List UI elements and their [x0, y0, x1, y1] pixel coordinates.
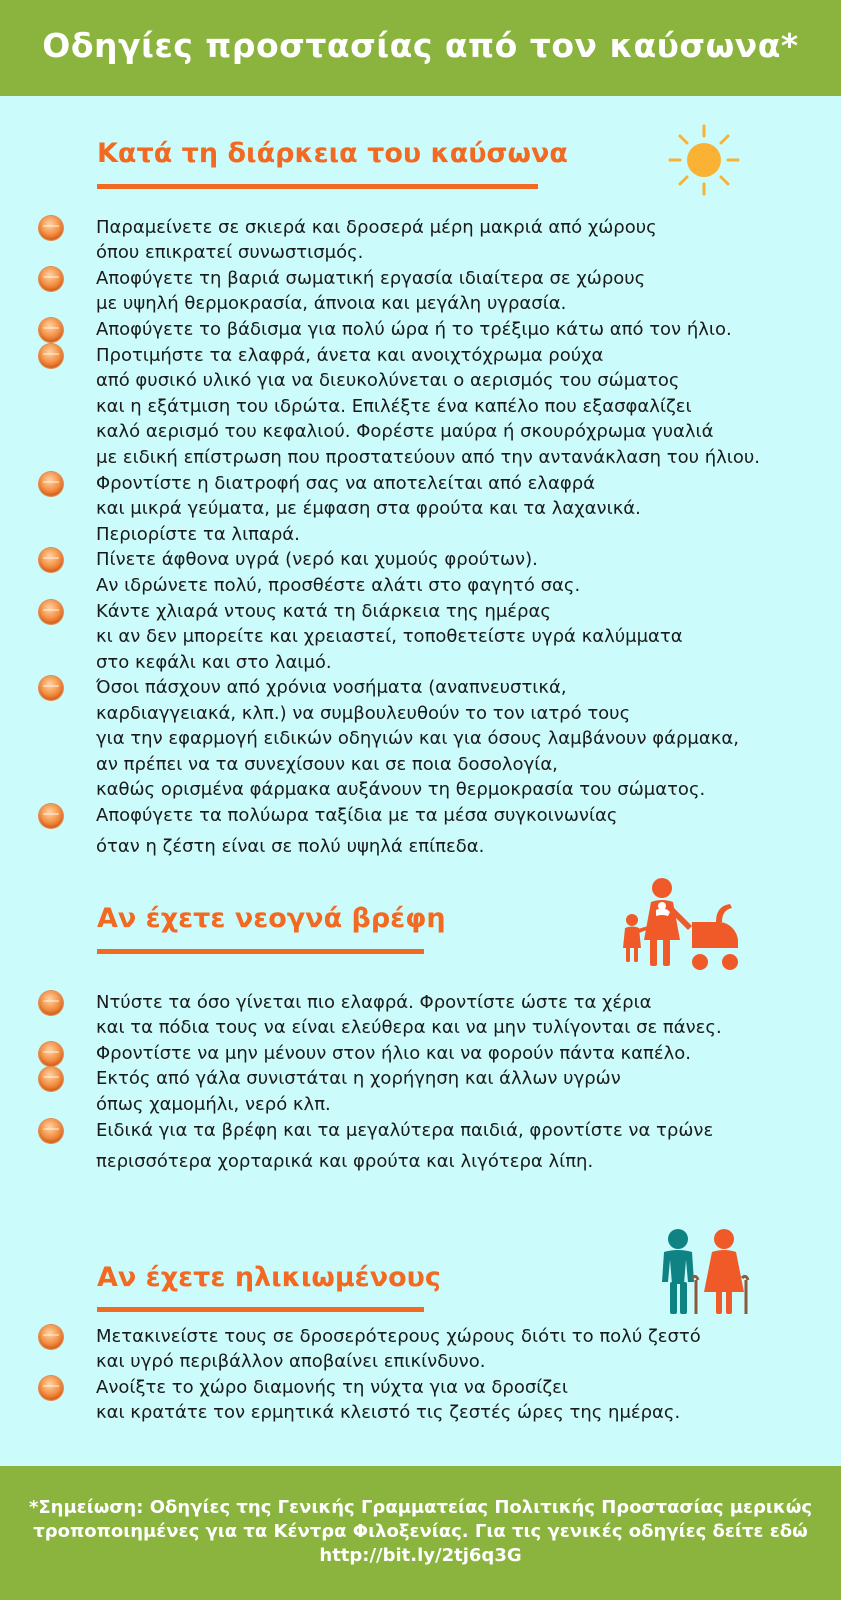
instruction-line: Αν ιδρώνετε πολύ, προσθέστε αλάτι στο φαγητό σας. — [96, 575, 581, 596]
section-title-elderly: Αν έχετε ηλικιωμένους — [97, 1262, 441, 1293]
bullet-icon — [39, 1325, 63, 1349]
instruction-line: και κρατάτε τον ερμητικά κλειστό τις ζεστές ώρες της ημέρας. — [96, 1402, 681, 1423]
bullet-icon — [39, 1042, 63, 1066]
instruction-line: όπως χαμομήλι, νερό κλπ. — [96, 1094, 331, 1115]
instruction-line: για την εφαρμογή ειδικών οδηγιών και για όσους λαμβάνουν φάρμακα, — [96, 728, 739, 749]
instruction-line: περισσότερα χορταρικά και φρούτα και λιγότερα λίπη. — [96, 1151, 594, 1172]
instruction-line: Παραμείνετε σε σκιερά και δροσερά μέρη μακριά από χώρους — [96, 217, 657, 238]
mother-with-stroller-icon — [618, 876, 740, 974]
instruction-line: Ειδικά για τα βρέφη και τα μεγαλύτερα παιδιά, φροντίστε να τρώνε — [96, 1120, 714, 1141]
instruction-line: όταν η ζέστη είναι σε πολύ υψηλά επίπεδα. — [96, 836, 485, 857]
instruction-line: και τα πόδια τους να είναι ελεύθερα και να μην τυλίγονται σε πάνες. — [96, 1017, 722, 1038]
section-title-heatwave: Κατά τη διάρκεια του καύσωνα — [97, 138, 568, 169]
header-banner — [0, 0, 841, 96]
instruction-line: με υψηλή θερμοκρασία, άπνοια και μεγάλη υγρασία. — [96, 293, 567, 314]
bullet-icon — [39, 216, 63, 240]
bullet-icon — [39, 1119, 63, 1143]
bullet-icon — [39, 472, 63, 496]
instruction-line: και η εξάτμιση του ιδρώτα. Επιλέξτε ένα καπέλο που εξασφαλίζει — [96, 396, 692, 417]
instruction-line: Ανοίξτε το χώρο διαμονής τη νύχτα για να δροσίζει — [96, 1377, 568, 1398]
instruction-line: Αποφύγετε τη βαριά σωματική εργασία ιδιαίτερα σε χώρους — [96, 268, 646, 289]
instruction-line: καλό αερισμό του κεφαλιού. Φορέστε μαύρα ή σκουρόχρωμα γυαλιά — [96, 421, 714, 442]
page-title: Οδηγίες προστασίας από τον καύσωνα* — [42, 26, 799, 65]
bullet-icon — [39, 344, 63, 368]
instruction-line: Κάντε χλιαρά ντους κατά τη διάρκεια της ημέρας — [96, 601, 551, 622]
instruction-line: στο κεφάλι και στο λαιμό. — [96, 652, 332, 673]
instruction-line: Προτιμήστε τα ελαφρά, άνετα και ανοιχτόχρωμα ρούχα — [96, 345, 604, 366]
instruction-line: Αποφύγετε το βάδισμα για πολύ ώρα ή το τρέξιμο κάτω από τον ήλιο. — [96, 319, 732, 340]
footer-line-2: τροποποιημένες για τα Κέντρα Φιλοξενίας. Για τις γενικές οδηγίες δείτε εδώ — [33, 1521, 808, 1542]
instruction-line: και μικρά γεύματα, με έμφαση στα φρούτα και τα λαχανικά. — [96, 498, 641, 519]
section-underline — [97, 184, 538, 189]
bullet-icon — [39, 1376, 63, 1400]
instruction-line: Φροντίστε η διατροφή σας να αποτελείται από ελαφρά — [96, 473, 595, 494]
section-underline — [97, 1307, 424, 1312]
footer-link[interactable]: http://bit.ly/2tj6q3G — [319, 1545, 522, 1566]
elderly-couple-icon — [656, 1228, 752, 1316]
section-underline — [97, 949, 424, 954]
instruction-line: καθώς ορισμένα φάρμακα αυξάνουν τη θερμοκρασία του σώματος. — [96, 779, 706, 800]
bullet-icon — [39, 318, 63, 342]
instruction-line: Μετακινείστε τους σε δροσερότερους χώρους διότι το πολύ ζεστό — [96, 1326, 701, 1347]
instruction-line: αν πρέπει να τα συνεχίσουν και σε ποια δοσολογία, — [96, 754, 558, 775]
instruction-line: Περιορίστε τα λιπαρά. — [96, 524, 300, 545]
instruction-line: Εκτός από γάλα συνιστάται η χορήγηση και άλλων υγρών — [96, 1068, 621, 1089]
bullet-icon — [39, 548, 63, 572]
bullet-icon — [39, 1067, 63, 1091]
sun-icon — [666, 122, 742, 198]
instruction-line: όπου επικρατεί συνωστισμός. — [96, 242, 364, 263]
instruction-line: Όσοι πάσχουν από χρόνια νοσήματα (αναπνευστικά, — [96, 677, 567, 698]
bullet-icon — [39, 804, 63, 828]
instruction-line: από φυσικό υλικό για να διευκολύνεται ο αερισμός του σώματος — [96, 370, 680, 391]
bullet-icon — [39, 676, 63, 700]
bullet-icon — [39, 991, 63, 1015]
instruction-line: κι αν δεν μπορείτε και χρειαστεί, τοποθετείστε υγρά καλύμματα — [96, 626, 683, 647]
instruction-line: Αποφύγετε τα πολύωρα ταξίδια με τα μέσα συγκοινωνίας — [96, 805, 618, 826]
instruction-line: και υγρό περιβάλλον αποβαίνει επικίνδυνο. — [96, 1351, 486, 1372]
bullet-icon — [39, 267, 63, 291]
instruction-line: με ειδική επίστρωση που προστατεύουν από την αντανάκλαση του ήλιου. — [96, 447, 761, 468]
instruction-line: καρδιαγγειακά, κλπ.) να συμβουλευθούν το τον ιατρό τους — [96, 703, 631, 724]
section-title-infants: Αν έχετε νεογνά βρέφη — [97, 903, 446, 934]
footer-banner — [0, 1466, 841, 1600]
instruction-line: Πίνετε άφθονα υγρά (νερό και χυμούς φρούτων). — [96, 549, 538, 570]
footer-note — [0, 1496, 841, 1568]
footer-line-1: *Σημείωση: Οδηγίες της Γενικής Γραμματείας Πολιτικής Προστασίας μερικώς — [28, 1497, 813, 1518]
instruction-line: Φροντίστε να μην μένουν στον ήλιο και να φορούν πάντα καπέλο. — [96, 1043, 691, 1064]
instruction-line: Ντύστε τα όσο γίνεται πιο ελαφρά. Φροντίστε ώστε τα χέρια — [96, 992, 652, 1013]
bullet-icon — [39, 600, 63, 624]
